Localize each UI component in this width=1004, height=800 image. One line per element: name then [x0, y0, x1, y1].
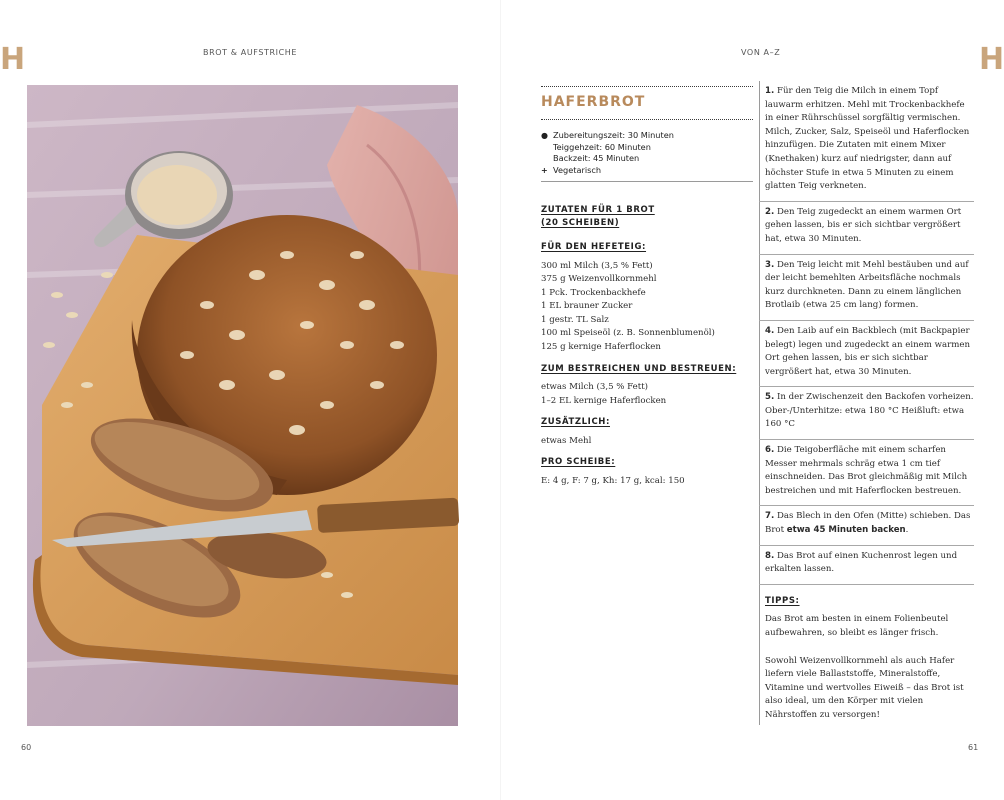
step-number: 5.: [765, 392, 775, 403]
ingredients-heading-line1: ZUTATEN FÜR 1 BROT: [541, 205, 655, 215]
section-tab-letter-left: H: [0, 42, 26, 77]
step-1: [759, 81, 974, 202]
plus-icon: +: [541, 165, 548, 175]
bread-illustration: [27, 85, 458, 726]
meta-bake-time: Backzeit: 45 Minuten: [553, 153, 640, 163]
step-text-tail: .: [905, 525, 909, 536]
title-rule-top: [541, 86, 753, 87]
ingredient-item: etwas Mehl: [541, 435, 592, 446]
running-head-left: BROT & AUFSTRICHE: [203, 48, 298, 57]
title-rule-bottom: [541, 119, 753, 120]
ingredient-item: 1–2 EL kernige Haferflocken: [541, 395, 667, 406]
step-text: In der Zwischenzeit den Backofen vorheizen. Ober-/Unterhitze: etwa 180 °C Heißluft: etwa 160 °C: [765, 392, 974, 430]
ingredient-item: 125 g kernige Haferflocken: [541, 342, 661, 353]
tips-section: [759, 585, 974, 723]
section-heading-pro-scheibe: PRO SCHEIBE:: [541, 457, 616, 468]
ingredients-heading: [541, 204, 753, 229]
ingredient-list-bestreichen: [541, 381, 753, 408]
step-text: Den Teig leicht mit Mehl bestäuben und auf der leicht bemehlten Arbeitsfläche nochmals kurz durchkneten. Dann zu einem länglichen Brotlaib (etwa 25 cm lang) formen.: [765, 259, 969, 311]
step-text: Das Blech in den Ofen (Mitte) schieben. Das Brot: [765, 511, 971, 536]
step-2: [759, 202, 974, 255]
nutrition-facts: [541, 475, 753, 489]
tip-paragraph: Sowohl Weizenvollkornmehl als auch Hafer liefern viele Ballaststoffe, Mineralstoffe, Vitamine und wertvolles Eiweiß – das Brot ist also ideal, um den Körper mit vielen Nährstoffen zu versorgen!: [765, 655, 964, 720]
ingredient-item: 100 ml Speiseöl (z. B. Sonnenblumenöl): [541, 328, 715, 339]
step-text: Die Teigoberfläche mit einem scharfen Messer mehrmals schräg etwa 1 cm tief einschneiden. Das Brot gleichmäßig mit Milch bestreichen und mit Haferflocken bestreuen.: [765, 445, 968, 496]
meta-rise-time: Teiggehzeit: 60 Minuten: [553, 141, 651, 152]
step-text: Den Teig zugedeckt an einem warmen Ort gehen lassen, bis er sich sichtbar vergrößert hat, etwa 30 Minuten.: [765, 206, 962, 244]
step-text: Den Laib auf ein Backblech (mit Backpapier belegt) legen und zugedeckt an einem warmen Ort gehen lassen, bis er sich sichtbar vergrößert hat, etwa 30 Minuten.: [765, 325, 970, 377]
ingredient-item: 375 g Weizenvollkornmehl: [541, 274, 657, 285]
step-number: 6.: [765, 445, 775, 456]
recipe-title: HAFERBROT: [541, 94, 646, 110]
step-text: Für den Teig die Milch in einem Topf lauwarm erhitzen. Mehl mit Trockenbackhefe in einer Rührschüssel sorgfältig vermischen. Milch, Zucker, Salz, Speiseöl und Haferflocken hinzufügen. Die Zutaten mit einem Mixer (Knethaken) kurz auf niedrigster, dann auf höchster Stufe in etwa 5 Minuten zu einem glatten Teig verkneten.: [765, 86, 970, 192]
page-number-left: 60: [21, 743, 32, 752]
step-text: Das Brot auf einen Kuchenrost legen und erkalten lassen.: [765, 550, 958, 575]
running-head-right: VON A–Z: [741, 48, 781, 57]
book-spine: [500, 0, 501, 800]
nutrition-item: E: 4 g, F: 7 g, Kh: 17 g, kcal: 150: [541, 475, 685, 486]
step-3: [759, 255, 974, 321]
page-number-right: 61: [968, 743, 979, 752]
step-text-bold: etwa 45 Minuten backen: [786, 525, 906, 536]
ingredient-item: 1 EL brauner Zucker: [541, 301, 633, 312]
tip-paragraph: Das Brot am besten in einem Folienbeutel aufbewahren, so bleibt es länger frisch.: [765, 614, 949, 638]
bread-photo: [27, 85, 458, 726]
section-heading-hefeteig: FÜR DEN HEFETEIG:: [541, 242, 647, 252]
step-number: 1.: [765, 86, 775, 96]
meta-prep-time: Zubereitungszeit: 30 Minuten: [553, 130, 674, 140]
section-heading-zusaetzlich: ZUSÄTZLICH:: [541, 417, 610, 428]
step-5: [759, 387, 974, 440]
recipe-meta: [541, 130, 753, 176]
step-number: 8.: [765, 550, 775, 561]
section-tab-letter-right: H: [979, 42, 1004, 77]
step-6: [759, 440, 974, 506]
meta-vegetarian: Vegetarisch: [553, 164, 602, 175]
step-8: [759, 546, 974, 585]
steps-column: [759, 81, 974, 736]
step-number: 4.: [765, 325, 775, 336]
ingredient-list-hefeteig: [541, 260, 753, 355]
ingredient-item: 1 gestr. TL Salz: [541, 314, 609, 325]
ingredients-heading-line2: (20 SCHEIBEN): [541, 217, 620, 228]
recipe-column: [541, 86, 753, 489]
meta-time: [541, 130, 753, 165]
ingredient-item: 300 ml Milch (3,5 % Fett): [541, 260, 653, 271]
ingredient-list-zusaetzlich: [541, 435, 753, 449]
ingredient-item: 1 Pck. Trockenbackhefe: [541, 287, 646, 298]
step-number: 2.: [765, 206, 775, 217]
ingredient-item: etwas Milch (3,5 % Fett): [541, 382, 649, 393]
step-number: 3.: [765, 259, 775, 270]
step-7: [759, 506, 974, 545]
step-number: 7.: [765, 511, 775, 522]
meta-diet: [541, 165, 753, 177]
tips-heading: TIPPS:: [765, 595, 800, 606]
step-4: [759, 321, 974, 387]
clock-icon: ●: [541, 131, 548, 140]
section-heading-bestreichen: ZUM BESTREICHEN UND BESTREUEN:: [541, 363, 737, 374]
